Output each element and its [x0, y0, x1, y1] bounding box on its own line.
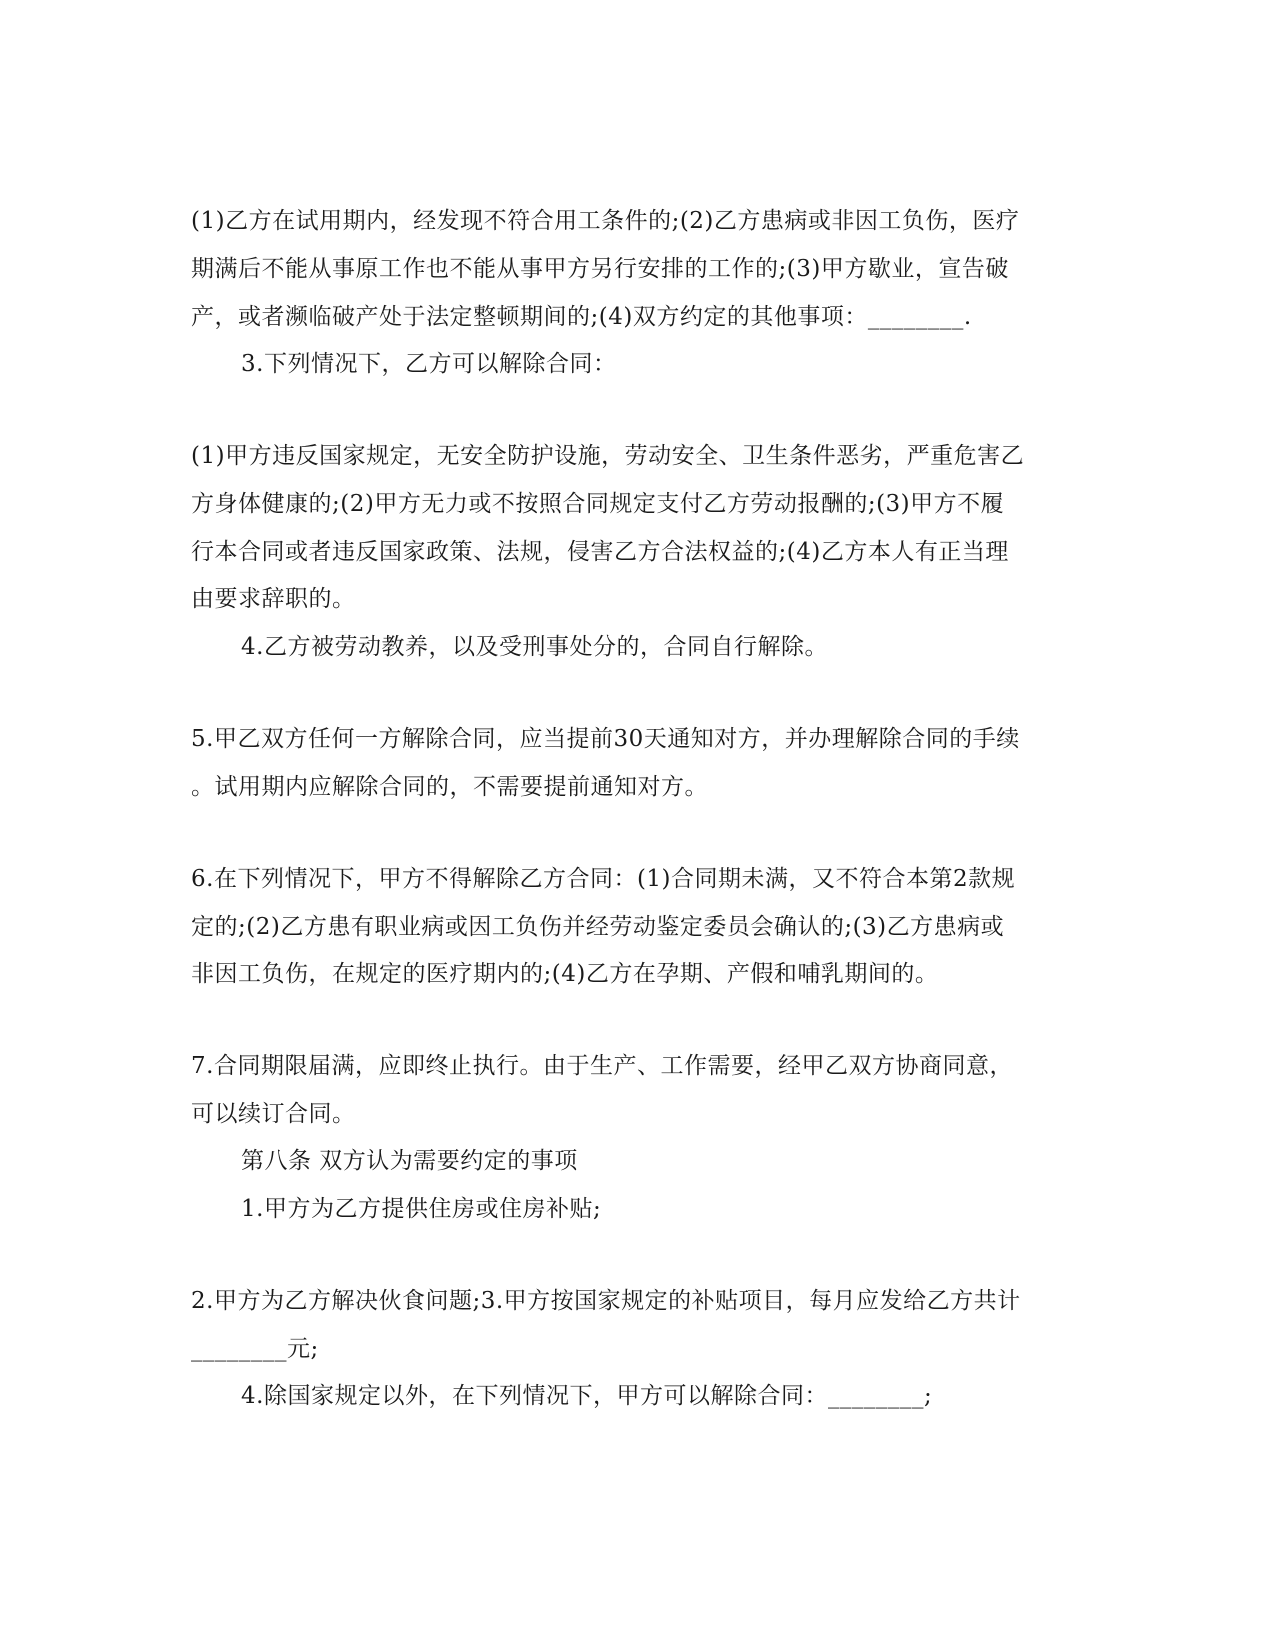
text-line: 可以续订合同。 [191, 1101, 356, 1127]
text-line: 2.甲方为乙方解决伙食问题;3.甲方按国家规定的补贴项目，每月应发给乙方共计 [191, 1288, 1021, 1314]
text-line: 定的;(2)乙方患有职业病或因工负伤并经劳动鉴定委员会确认的;(3)乙方患病或 [191, 914, 1005, 940]
text-line: 产，或者濒临破产处于法定整顿期间的;(4)双方约定的其他事项：________. [191, 304, 972, 330]
text-line: 1.甲方为乙方提供住房或住房补贴; [241, 1196, 602, 1222]
text-line: 。试用期内应解除合同的，不需要提前通知对方。 [191, 774, 708, 800]
text-line: 4.除国家规定以外，在下列情况下，甲方可以解除合同：________; [241, 1383, 933, 1409]
text-line: 非因工负伤，在规定的医疗期内的;(4)乙方在孕期、产假和哺乳期间的。 [191, 961, 939, 987]
text-line: 6.在下列情况下，甲方不得解除乙方合同：(1)合同期未满，又不符合本第2款规 [191, 866, 1016, 892]
text-line: 期满后不能从事原工作也不能从事甲方另行安排的工作的;(3)甲方歇业，宣告破 [191, 256, 1009, 282]
text-line: 3.下列情况下，乙方可以解除合同： [241, 351, 617, 377]
section-heading: 第八条 双方认为需要约定的事项 [241, 1148, 578, 1174]
text-line: 由要求辞职的。 [191, 586, 356, 612]
text-line: (1)乙方在试用期内，经发现不符合用工条件的;(2)乙方患病或非因工负伤，医疗 [191, 208, 1020, 234]
text-line: ________元; [191, 1336, 319, 1362]
text-line: (1)甲方违反国家规定，无安全防护设施，劳动安全、卫生条件恶劣，严重危害乙 [191, 443, 1025, 469]
text-line: 5.甲乙双方任何一方解除合同，应当提前30天通知对方，并办理解除合同的手续 [191, 726, 1020, 752]
text-line: 7.合同期限届满，应即终止执行。由于生产、工作需要，经甲乙双方协商同意， [191, 1053, 1013, 1079]
text-line: 行本合同或者违反国家政策、法规，侵害乙方合法权益的;(4)乙方本人有正当理 [191, 539, 1009, 565]
text-line: 方身体健康的;(2)甲方无力或不按照合同规定支付乙方劳动报酬的;(3)甲方不履 [191, 491, 1005, 517]
text-line: 4.乙方被劳动教养，以及受刑事处分的，合同自行解除。 [241, 634, 828, 660]
